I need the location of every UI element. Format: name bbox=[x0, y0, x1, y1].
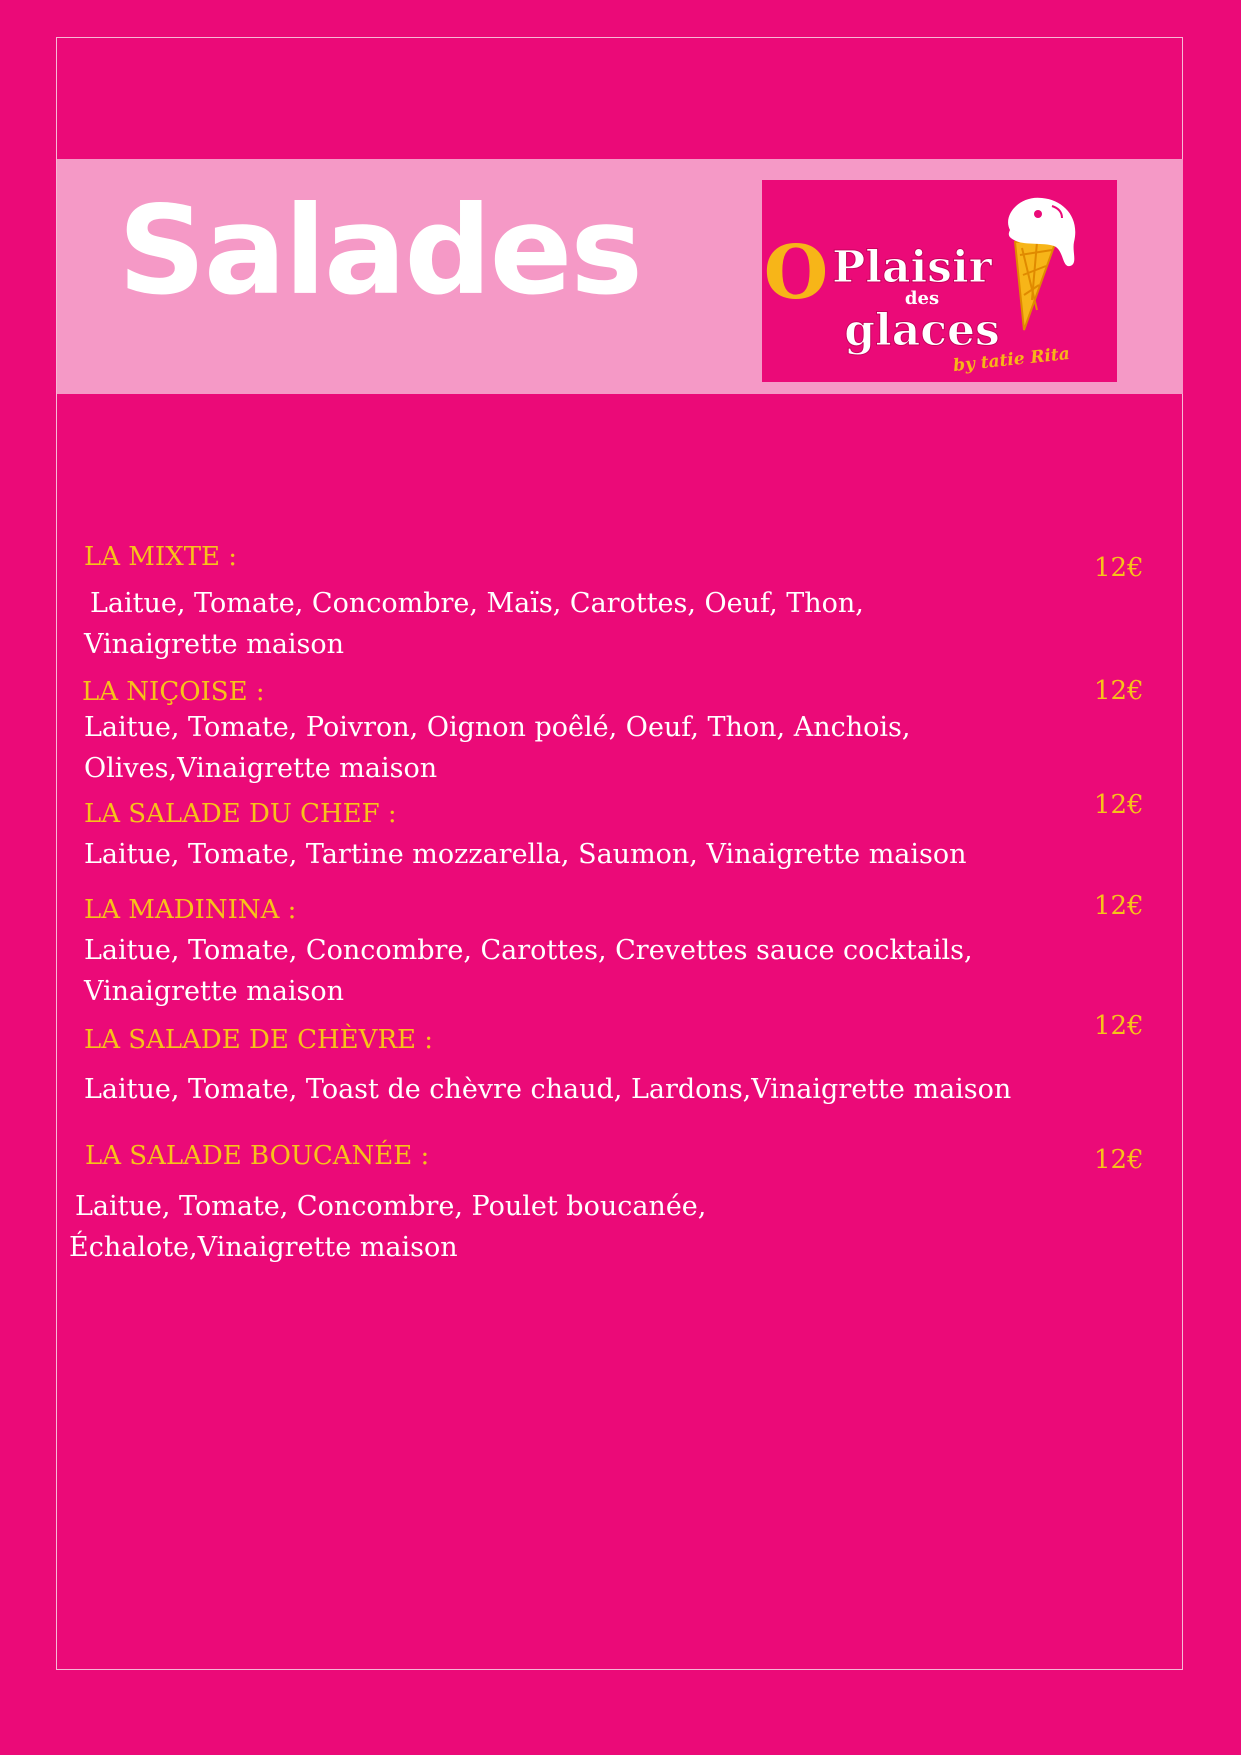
salad-price: 12€ bbox=[1094, 553, 1144, 583]
salad-price: 12€ bbox=[1094, 1011, 1144, 1041]
ice-cream-cone-icon bbox=[1015, 238, 1057, 330]
salad-description: Laitue, Tomate, Concombre, Poulet boucanée, Échalote,Vinaigrette maison bbox=[69, 1191, 707, 1263]
salad-name: LA SALADE DE CHÈVRE : bbox=[84, 1025, 434, 1055]
logo-glaces: glaces bbox=[844, 305, 1000, 356]
salad-description: Laitue, Tomate, Concombre, Carottes, Crevettes sauce cocktails, Vinaigrette maison bbox=[84, 935, 973, 1007]
logo-des: des bbox=[904, 288, 940, 309]
salad-price: 12€ bbox=[1094, 676, 1144, 706]
salad-description: Laitue, Tomate, Poivron, Oignon poêlé, Oeuf, Thon, Anchois, Olives,Vinaigrette maison bbox=[84, 712, 911, 784]
salad-price: 12€ bbox=[1094, 790, 1144, 820]
salad-name: LA NIÇOISE : bbox=[82, 677, 265, 707]
brand-logo bbox=[762, 180, 1117, 382]
logo-letter-o: O bbox=[763, 230, 829, 316]
logo-plaisir: Plaisir bbox=[832, 242, 992, 293]
salad-name: LA SALADE BOUCANÉE : bbox=[85, 1141, 430, 1171]
salad-name: LA MIXTE : bbox=[84, 542, 238, 572]
salad-name: LA MADININA : bbox=[84, 895, 297, 925]
salad-description: Laitue, Tomate, Tartine mozzarella, Saumon, Vinaigrette maison bbox=[84, 839, 967, 870]
salad-price: 12€ bbox=[1094, 891, 1144, 921]
salad-description: Laitue, Tomate, Concombre, Maïs, Carottes, Oeuf, Thon, Vinaigrette maison bbox=[84, 588, 864, 660]
logo-tagline: by tatie Rita bbox=[952, 343, 1071, 377]
salad-description: Laitue, Tomate, Toast de chèvre chaud, Lardons,Vinaigrette maison bbox=[84, 1074, 1012, 1105]
salad-price: 12€ bbox=[1094, 1145, 1144, 1175]
salad-name: LA SALADE DU CHEF : bbox=[84, 799, 397, 829]
page-title: Salades bbox=[118, 180, 642, 322]
